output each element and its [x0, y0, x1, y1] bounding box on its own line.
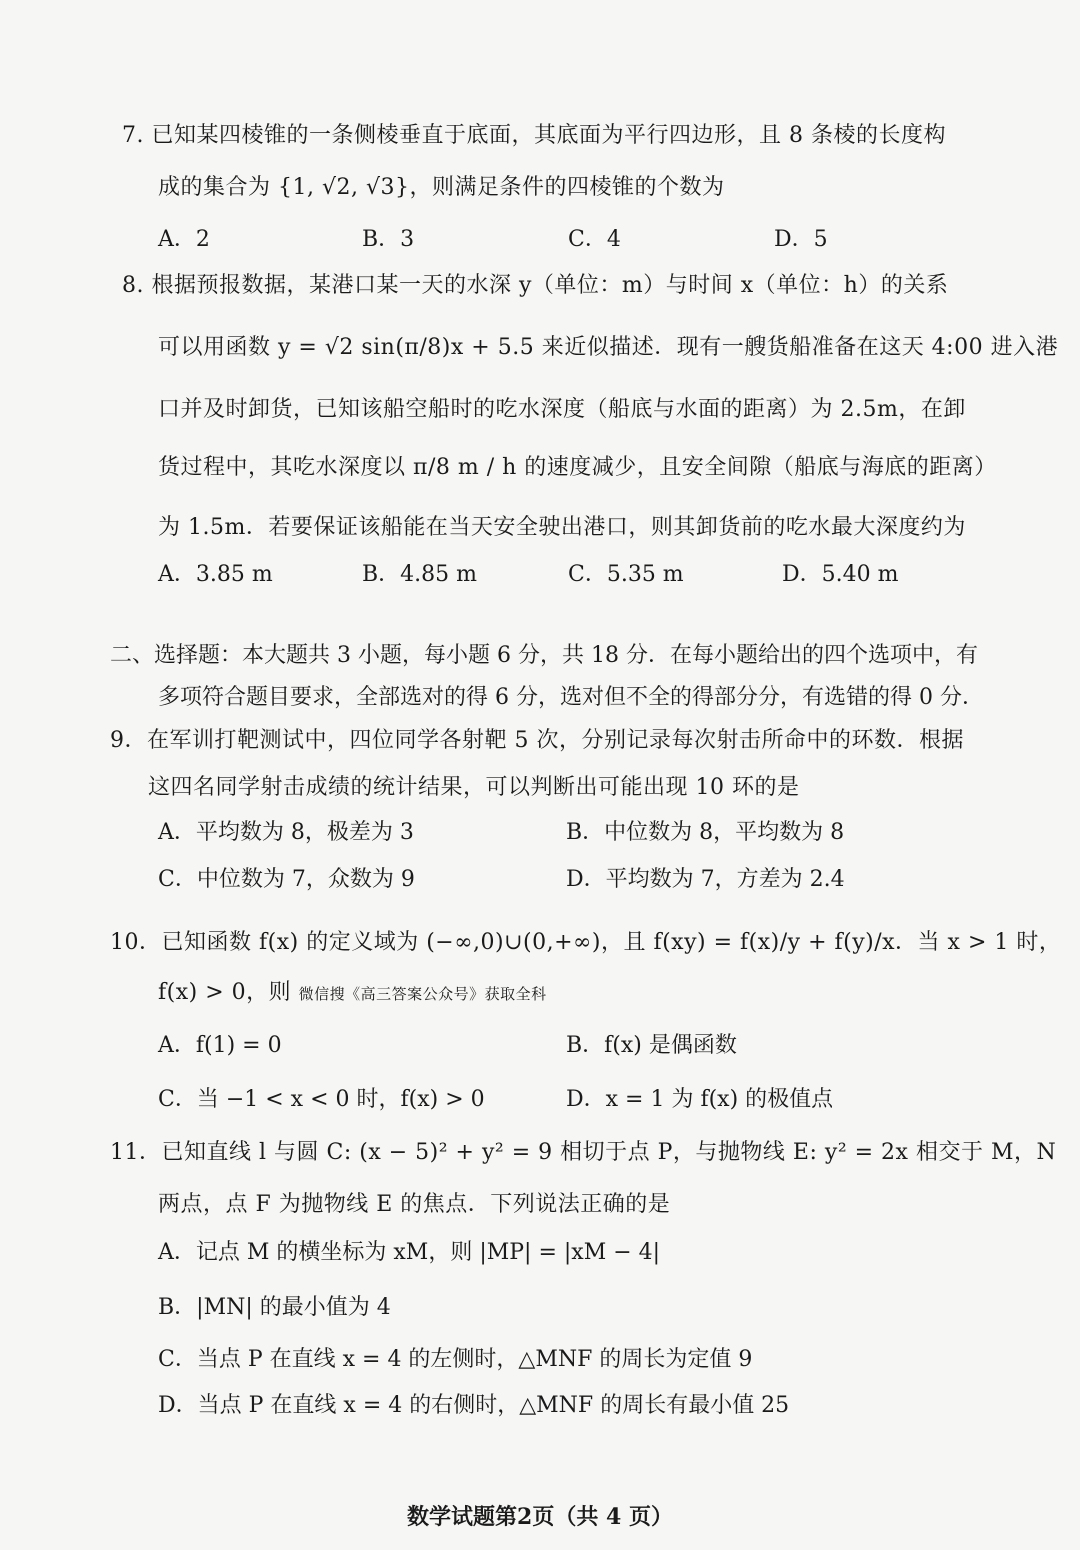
q9-option-b: B．中位数为 8，平均数为 8	[566, 820, 845, 845]
q10-line-1: 10．已知函数 f(x) 的定义域为 (−∞,0)∪(0,+∞)，且 f(xy) = f(x)/y + f(y)/x．当 x > 1 时，	[110, 930, 1062, 955]
q8-line-2: 可以用函数 y = √2 sin(π/8)x + 5.5 来近似描述．现有一艘货船准备在这天 4:00 进入港	[158, 335, 1059, 360]
q10-option-a: A．f(1) = 0	[158, 1033, 282, 1058]
q9-line-1: 9．在军训打靶测试中，四位同学各射靶 5 次，分别记录每次射击所命中的环数．根据	[110, 728, 964, 753]
q10-option-d: D．x = 1 为 f(x) 的极值点	[566, 1087, 834, 1112]
q10-option-b: B．f(x) 是偶函数	[566, 1033, 737, 1058]
q8-line-4: 货过程中，其吃水深度以 π/8 m / h 的速度减少，且安全间隙（船底与海底的距离）	[158, 455, 997, 480]
q8-option-a: A．3.85 m	[158, 562, 273, 587]
q11-option-a: A．记点 M 的横坐标为 xM，则 |MP| = |xM − 4|	[158, 1240, 661, 1265]
section2-line-1: 二、选择题：本大题共 3 小题，每小题 6 分，共 18 分．在每小题给出的四个选项中，有	[110, 643, 978, 668]
q7-option-d: D．5	[774, 227, 828, 252]
q8-line-3: 口并及时卸货，已知该船空船时的吃水深度（船底与水面的距离）为 2.5m，在卸	[158, 397, 966, 422]
q8-line-5: 为 1.5m．若要保证该船能在当天安全驶出港口，则其卸货前的吃水最大深度约为	[158, 515, 966, 540]
section2-line-2: 多项符合题目要求，全部选对的得 6 分，选对但不全的得部分分，有选错的得 0 分．	[158, 685, 984, 710]
q10-line-2-math: f(x) > 0，则	[158, 980, 292, 1005]
q7-line-1: 7. 已知某四棱锥的一条侧棱垂直于底面，其底面为平行四边形，且 8 条棱的长度构	[122, 123, 946, 148]
q8-option-b: B．4.85 m	[362, 562, 478, 587]
q7-option-c: C．4	[568, 227, 621, 252]
q10-watermark-note: 微信搜《高三答案公众号》获取全科	[298, 985, 547, 1003]
q8-option-c: C．5.35 m	[568, 562, 684, 587]
q11-line-2: 两点，点 F 为抛物线 E 的焦点．下列说法正确的是	[158, 1192, 671, 1217]
q11-line-1: 11．已知直线 l 与圆 C: (x − 5)² + y² = 9 相切于点 P，与抛物线 E: y² = 2x 相交于 M，N	[110, 1140, 1057, 1165]
q11-option-c: C．当点 P 在直线 x = 4 的左侧时，△MNF 的周长为定值 9	[158, 1347, 753, 1372]
q9-option-a: A．平均数为 8，极差为 3	[158, 820, 414, 845]
q10-line-2	[158, 975, 547, 1006]
q7-line-2: 成的集合为 {1, √2, √3}，则满足条件的四棱锥的个数为	[158, 175, 725, 200]
q9-option-c: C．中位数为 7，众数为 9	[158, 867, 415, 892]
page-footer: 数学试题第2页（共 4 页）	[407, 1504, 673, 1530]
q8-line-1: 8. 根据预报数据，某港口某一天的水深 y（单位：m）与时间 x（单位：h）的关系	[122, 273, 949, 298]
q9-option-d: D．平均数为 7，方差为 2.4	[566, 867, 845, 892]
q8-option-d: D．5.40 m	[782, 562, 899, 587]
q11-option-b: B．|MN| 的最小值为 4	[158, 1295, 391, 1320]
q7-option-b: B．3	[362, 227, 415, 252]
q9-line-2: 这四名同学射击成绩的统计结果，可以判断出可能出现 10 环的是	[148, 775, 800, 800]
q11-option-d: D．当点 P 在直线 x = 4 的右侧时，△MNF 的周长有最小值 25	[158, 1393, 790, 1418]
q7-option-a: A．2	[158, 227, 210, 252]
q10-option-c: C．当 −1 < x < 0 时，f(x) > 0	[158, 1087, 485, 1112]
